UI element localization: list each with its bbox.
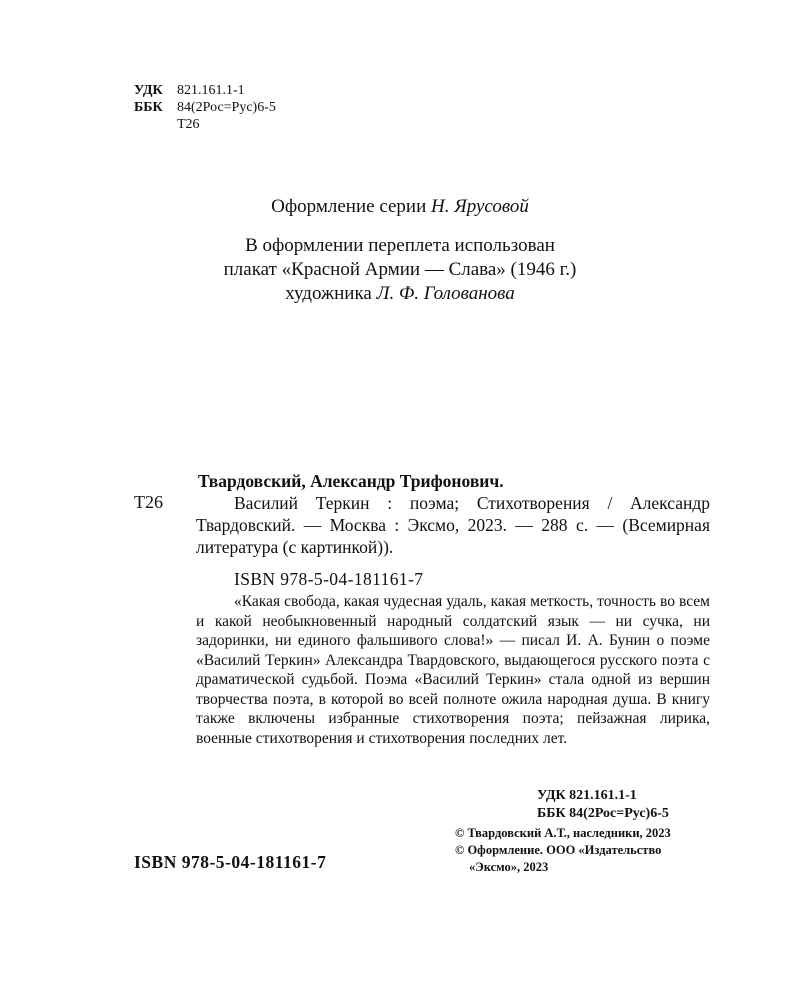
binding-artist-prefix: художника — [285, 283, 377, 304]
isbn-main: ISBN 978-5-04-181161-7 — [134, 852, 327, 872]
udk-value: 821.161.1-1 — [177, 83, 245, 98]
copyright-line-1: © Твардовский А.Т., наследники, 2023 — [455, 826, 671, 840]
annotation-text: «Какая свобода, какая чудесная удаль, какая меткость, точность во всем и какой необыкновенный народный солдатский язык — ни сучка, ни задоринки, ни единого фальшивого слова!» — писал И. А. Бунин о поэме «Василий Теркин» Александра Твардовского, выдающегося русского поэта с драматической судьбой. Поэма «Василий Теркин» стала одной из вершин творчества поэта, в которой во всей полноте ожила народная душа. В книгу также включены избранные стихотворения поэта; пейзажная лирика, военные стихотворения и стихотворения последних лет. — [196, 593, 710, 747]
binding-note-line-1: В оформлении переплета использован — [245, 235, 555, 256]
bibliographic-record — [196, 470, 710, 590]
series-design-prefix: Оформление серии — [271, 196, 432, 217]
binding-note-line-3 — [0, 282, 800, 306]
udk-label: УДК — [134, 83, 163, 98]
binding-artist-name: Л. Ф. Голованова — [376, 283, 515, 304]
biblio-author-mark: Т26 — [134, 492, 163, 512]
series-design-credit — [0, 195, 800, 219]
series-designer-name: Н. Ярусовой — [431, 196, 529, 217]
bottom-classification-codes — [537, 787, 669, 823]
bottom-udk: УДК 821.161.1-1 — [537, 788, 637, 803]
biblio-author: Твардовский, Александр Трифонович. — [198, 471, 504, 491]
bbk-label: ББК — [134, 100, 163, 115]
annotation — [196, 592, 710, 748]
bbk-value: 84(2Рос=Рус)6-5 — [177, 100, 276, 115]
copyright-line-3: «Эксмо», 2023 — [469, 860, 549, 874]
copyright-line-2: © Оформление. ООО «Издательство — [455, 843, 662, 857]
copyright-block — [455, 825, 671, 876]
top-classification-codes — [134, 82, 276, 133]
bbk-row — [134, 99, 276, 116]
biblio-isbn: ISBN 978-5-04-181161-7 — [234, 569, 424, 589]
author-mark: Т26 — [177, 117, 200, 132]
biblio-description: Василий Теркин : поэма; Стихотворения / Александр Твардовский. — Москва : Эксмо, 2023. — 288 с. — (Всемирная литература (с картинкой)). — [196, 493, 710, 557]
binding-note — [0, 234, 800, 306]
udk-row — [134, 82, 276, 99]
binding-note-line-2: плакат «Красной Армии — Слава» (1946 г.) — [223, 259, 577, 280]
bottom-bbk: ББК 84(2Рос=Рус)6-5 — [537, 806, 669, 821]
